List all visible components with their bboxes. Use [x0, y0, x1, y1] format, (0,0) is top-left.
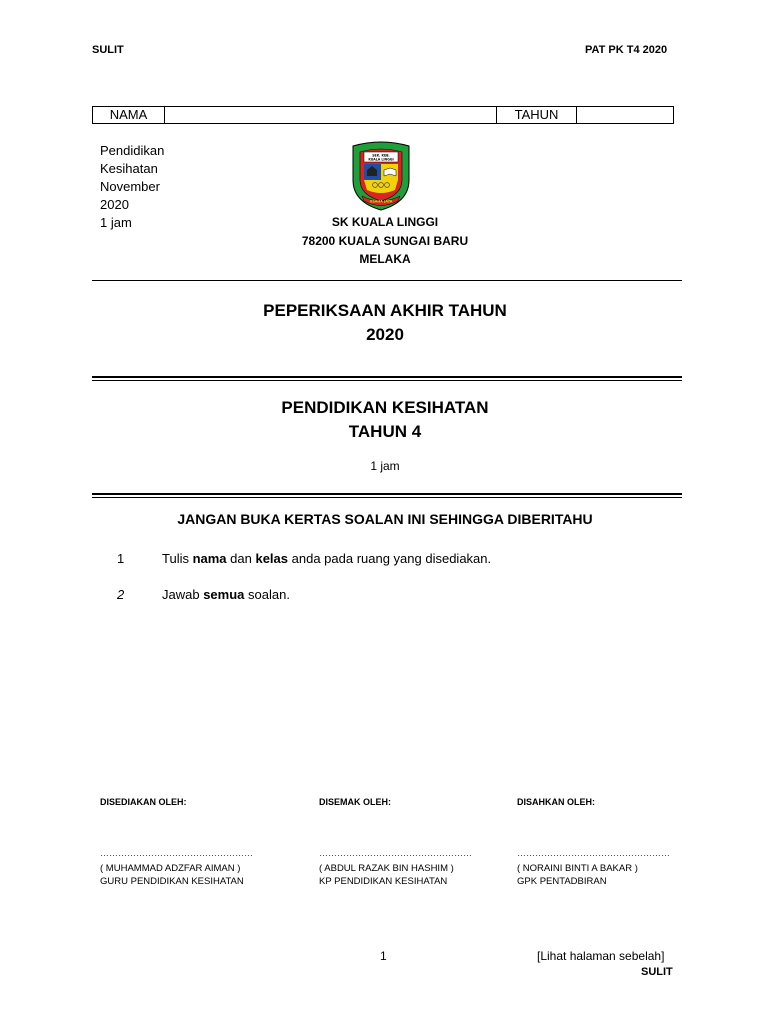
signatory-role: GPK PENTADBIRAN — [517, 876, 607, 887]
meta-line: 2020 — [100, 197, 129, 212]
subject-year: TAHUN 4 — [348, 422, 422, 441]
signature-heading-checked: DISEMAK OLEH: — [319, 797, 391, 807]
header-classification: SULIT — [92, 44, 124, 56]
subject-title — [180, 396, 590, 444]
divider — [92, 280, 682, 281]
school-address-block — [250, 213, 520, 269]
signatory-checked — [319, 862, 454, 888]
school-crest-logo — [350, 140, 412, 212]
subject-name: PENDIDIKAN KESIHATAN — [281, 398, 489, 417]
exam-title — [180, 299, 590, 347]
signature-line: …………………………………………… — [517, 848, 670, 858]
signatory-approved — [517, 862, 638, 888]
instruction-text: Tulis nama dan kelas anda pada ruang yang disediakan. — [162, 551, 492, 566]
instruction-text: Jawab semua soalan. — [162, 587, 290, 602]
svg-text:KUALA LINGGI: KUALA LINGGI — [368, 157, 394, 162]
instruction-number: 1 — [117, 551, 125, 566]
signature-heading-approved: DISAHKAN OLEH: — [517, 797, 595, 807]
signatory-prepared — [100, 862, 244, 888]
signatory-role: GURU PENDIDIKAN KESIHATAN — [100, 876, 244, 887]
exam-title-line: PEPERIKSAAN AKHIR TAHUN — [263, 301, 507, 320]
header-paper-code: PAT PK T4 2020 — [585, 44, 668, 56]
signature-heading-prepared: DISEDIAKAN OLEH: — [100, 797, 187, 807]
signatory-name: ( MUHAMMAD ADZFAR AIMAN ) — [100, 863, 241, 874]
exam-meta — [100, 142, 164, 232]
signatory-name: ( ABDUL RAZAK BIN HASHIM ) — [319, 863, 454, 874]
school-state: MELAKA — [359, 252, 411, 266]
student-info-table — [92, 106, 674, 124]
meta-line: Kesihatan — [100, 161, 158, 176]
name-field[interactable] — [165, 107, 497, 123]
double-divider — [92, 376, 682, 381]
instruction-number: 2 — [117, 587, 125, 602]
subject-duration: 1 jam — [370, 459, 400, 473]
exam-title-year: 2020 — [366, 325, 404, 344]
signature-line: …………………………………………… — [100, 848, 253, 858]
meta-line: Pendidikan — [100, 143, 165, 158]
school-address: 78200 KUALA SUNGAI BARU — [301, 233, 469, 248]
year-field[interactable] — [577, 107, 673, 123]
name-label: NAMA — [93, 107, 165, 123]
meta-line: November — [100, 179, 160, 194]
signatory-role: KP PENDIDIKAN KESIHATAN — [319, 876, 448, 887]
svg-text:USAHA JAYA: USAHA JAYA — [369, 199, 393, 204]
signatory-name: ( NORAINI BINTI A BAKAR ) — [517, 863, 638, 874]
signature-line: …………………………………………… — [319, 848, 472, 858]
page-number: 1 — [380, 949, 387, 963]
double-divider — [92, 493, 682, 498]
year-label: TAHUN — [497, 107, 577, 123]
warning-notice: JANGAN BUKA KERTAS SOALAN INI SEHINGGA DIBERITAHU — [177, 511, 593, 527]
svg-text:SEK. KEB.: SEK. KEB. — [372, 153, 390, 158]
school-name: SK KUALA LINGGI — [331, 215, 439, 229]
next-page-note: [Lihat halaman sebelah] — [537, 949, 665, 963]
footer-classification: SULIT — [641, 966, 673, 978]
meta-line: 1 jam — [100, 215, 132, 230]
